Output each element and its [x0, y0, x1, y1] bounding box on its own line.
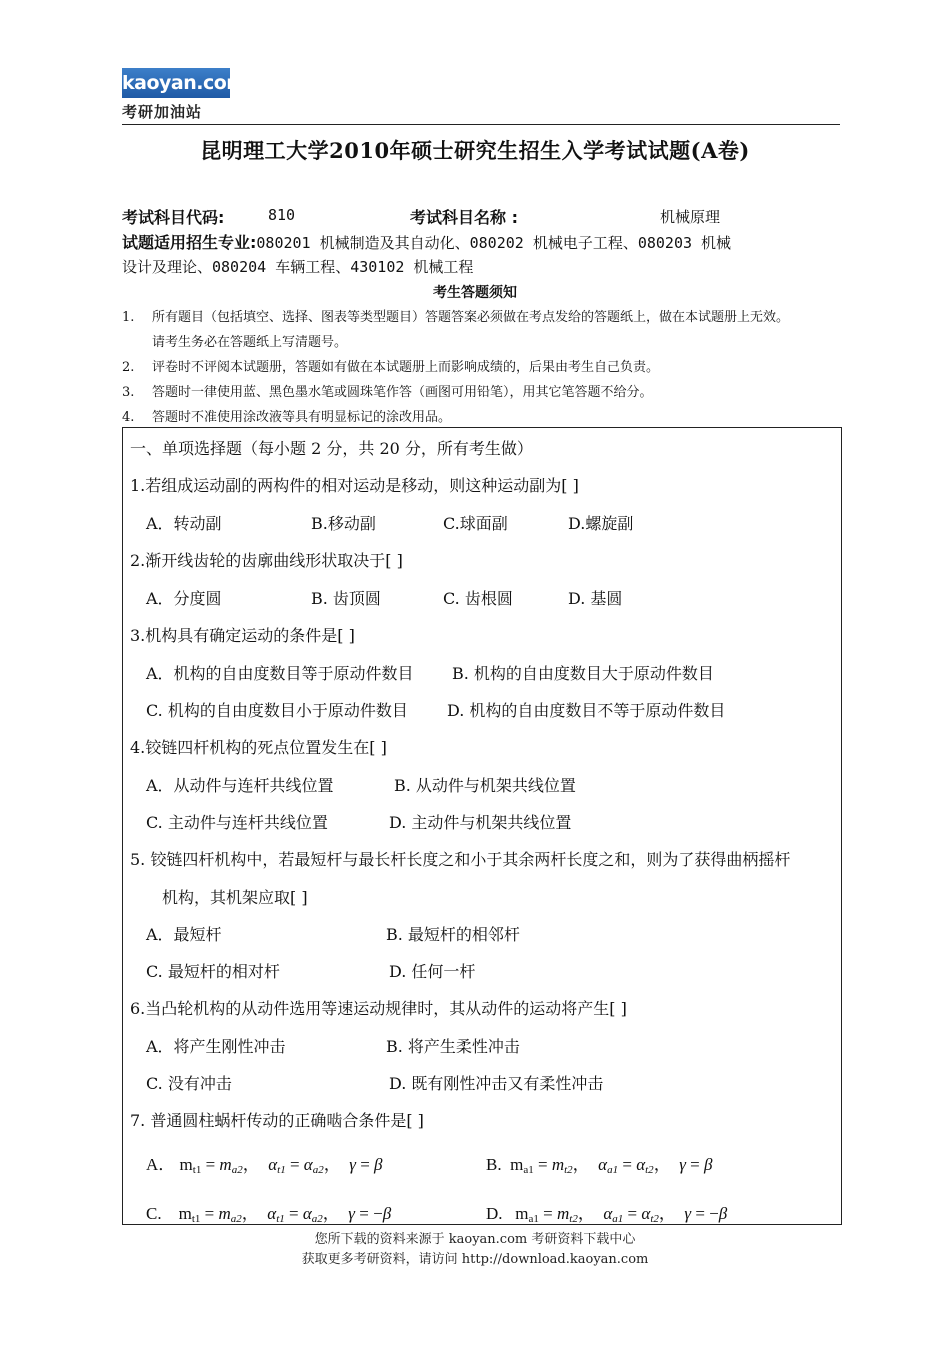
alpha: α [636, 1155, 646, 1174]
notice-num: 3. [122, 385, 135, 400]
header-divider [122, 124, 840, 125]
q2-option-a: A．分度圆 [146, 589, 222, 608]
footer-line-1: 您所下载的资料来源于 kaoyan.com 考研资料下载中心 [314, 1232, 636, 1247]
sep: ， [577, 1204, 595, 1223]
q7-option-b [486, 1150, 712, 1176]
q3-option-d: D. 机构的自由度数目不等于原动件数目 [447, 701, 726, 720]
sub: a1 [612, 1213, 624, 1225]
notice-num: 2. [122, 360, 135, 375]
gamma: γ [349, 1155, 356, 1174]
eq: = [537, 1155, 548, 1174]
eq: = [289, 1155, 300, 1174]
eq: = [289, 1204, 299, 1223]
majors-line-2: 设计及理论、080204 车辆工程、430102 机械工程 [122, 258, 474, 276]
q6-stem: 6.当凸轮机构的从动件选用等速运动规律时，其从动件的运动将产生[ ] [130, 999, 627, 1018]
notice-item-3 [122, 381, 653, 400]
notice-item-4 [122, 406, 451, 425]
eq: = [359, 1204, 369, 1223]
beta: β [374, 1155, 383, 1174]
sub: t1 [277, 1164, 286, 1176]
sep: ， [658, 1204, 676, 1223]
sub: a1 [607, 1164, 619, 1176]
majors-line-1 [122, 230, 731, 253]
notice-text: 答题时一律使用蓝、黑色墨水笔或圆珠笔作答（画图可用铅笔），用其它笔答题不给分。 [152, 385, 653, 400]
sub: t1 [192, 1164, 202, 1176]
majors-text-1: 080201 机械制造及其自动化、080202 机械电子工程、080203 机械 [256, 234, 732, 252]
logo-brand: kaoyan.com [122, 68, 230, 98]
eq: = [204, 1204, 215, 1223]
q1-stem: 1.若组成运动副的两构件的相对运动是移动，则这种运动副为[ ] [130, 476, 579, 495]
eq: = [622, 1155, 632, 1174]
q2-option-d: D. 基圆 [568, 589, 623, 608]
exam-code: 810 [268, 206, 296, 224]
eq: = [360, 1155, 370, 1174]
q4-stem: 4.铰链四杆机构的死点位置发生在[ ] [130, 738, 387, 757]
beta: β [382, 1204, 392, 1223]
q4-option-d: D. 主动件与机架共线位置 [389, 813, 572, 832]
m: m [510, 1155, 524, 1174]
eq: = [627, 1204, 638, 1223]
q4-option-c: C. 主动件与连杆共线位置 [146, 813, 328, 832]
m: m [179, 1155, 193, 1174]
notice-num: 4. [122, 410, 135, 425]
notice-item-1 [122, 306, 789, 325]
q1-option-c: C.球面副 [443, 514, 508, 533]
beta: β [703, 1155, 713, 1174]
sub: a2 [230, 1213, 242, 1225]
gamma: γ [679, 1155, 686, 1174]
sub: t1 [191, 1213, 201, 1225]
q7-option-d [486, 1199, 727, 1225]
q7-option-a [146, 1150, 383, 1176]
q5-option-c: C. 最短杆的相对杆 [146, 962, 280, 981]
eq: = [690, 1155, 700, 1174]
sub: t1 [276, 1213, 285, 1225]
sub: t2 [645, 1164, 654, 1176]
q3-option-a: A．机构的自由度数目等于原动件数目 [146, 664, 414, 683]
gamma: γ [684, 1204, 692, 1223]
footer-line-2: 获取更多考研资料，请访问 http://download.kaoyan.com [301, 1252, 649, 1267]
q1-option-d: D.螺旋副 [568, 514, 634, 533]
gamma: γ [348, 1204, 355, 1223]
kaoyan-logo [122, 68, 246, 121]
logo-tagline: 考研加油站 [122, 103, 203, 121]
q6-option-b: B. 将产生柔性冲击 [386, 1037, 520, 1056]
m: m [178, 1204, 192, 1223]
minus: − [709, 1204, 719, 1223]
alpha: α [641, 1204, 651, 1223]
m: m [551, 1155, 565, 1174]
alpha: α [598, 1155, 608, 1174]
exam-code-label: 考试科目代码: [122, 208, 225, 227]
sub: a2 [311, 1213, 323, 1225]
sep: ， [323, 1155, 341, 1174]
sub: a1 [523, 1164, 534, 1176]
q6-option-a: A．将产生刚性冲击 [146, 1037, 286, 1056]
sub: t2 [569, 1213, 578, 1225]
section-heading: 一、单项选择题（每小题 2 分，共 20 分，所有考生做） [130, 439, 533, 458]
q3-stem: 3.机构具有确定运动的条件是[ ] [130, 626, 355, 645]
sep: ， [241, 1204, 259, 1223]
notice-title: 考生答题须知 [433, 285, 517, 301]
opt-label: B. [486, 1155, 502, 1174]
majors-label: 试题适用招生专业: [122, 233, 257, 252]
q7-option-c [146, 1199, 391, 1225]
eq: = [205, 1155, 216, 1174]
notice-text: 答题时不准使用涂改液等具有明显标记的涂改用品。 [152, 410, 452, 425]
q2-option-b: B. 齿顶圆 [311, 589, 381, 608]
q7-stem: 7. 普通圆柱蜗杆传动的正确啮合条件是[ ] [130, 1111, 424, 1130]
notice-text: 评卷时不评阅本试题册，答题如有做在本试题册上而影响成绩的，后果由考生自己负责。 [152, 360, 660, 375]
q3-option-b: B. 机构的自由度数目大于原动件数目 [452, 664, 714, 683]
q5-stem-1: 5. 铰链四杆机构中，若最短杆与最长杆长度之和小于其余两杆长度之和，则为了获得曲柄摇杆 [130, 850, 791, 869]
sep: ， [322, 1204, 340, 1223]
beta: β [718, 1204, 728, 1223]
notice-item-2 [122, 356, 659, 375]
sub: a2 [312, 1164, 324, 1176]
sep: ， [242, 1155, 260, 1174]
m: m [219, 1155, 232, 1174]
minus: − [373, 1204, 383, 1223]
q3-option-c: C. 机构的自由度数目小于原动件数目 [146, 701, 408, 720]
sub: a2 [231, 1164, 243, 1176]
exam-name-label: 考试科目名称 : [410, 208, 518, 227]
opt-label: D. [486, 1204, 503, 1223]
m: m [515, 1204, 529, 1223]
q2-stem: 2.渐开线齿轮的齿廓曲线形状取决于[ ] [130, 551, 403, 570]
q6-option-c: C. 没有冲击 [146, 1074, 232, 1093]
alpha: α [267, 1204, 277, 1223]
q5-stem-2: 机构，其机架应取[ ] [162, 888, 308, 907]
eq: = [695, 1204, 705, 1223]
m: m [557, 1204, 570, 1223]
q5-option-d: D. 任何一杆 [389, 962, 476, 981]
alpha: α [603, 1204, 613, 1223]
exam-name: 机械原理 [660, 208, 721, 226]
alpha: α [302, 1204, 312, 1223]
sub: a1 [528, 1213, 539, 1225]
q1-option-b: B.移动副 [311, 514, 376, 533]
opt-label: C. [146, 1204, 162, 1223]
alpha: α [268, 1155, 278, 1174]
page-title: 昆明理工大学2010年硕士研究生招生入学考试试题(A卷) [200, 138, 750, 163]
q2-option-c: C. 齿根圆 [443, 589, 513, 608]
q4-option-a: A．从动件与连杆共线位置 [146, 776, 334, 795]
eq: = [543, 1204, 553, 1223]
alpha: α [303, 1155, 313, 1174]
notice-num: 1. [122, 310, 135, 325]
q4-option-b: B. 从动件与机架共线位置 [394, 776, 576, 795]
sub: t2 [650, 1213, 659, 1225]
opt-label: A． [146, 1155, 176, 1174]
m: m [218, 1204, 231, 1223]
notice-item-1-cont: 请考生务必在答题纸上写清题号。 [152, 335, 348, 350]
notice-text: 所有题目（包括填空、选择、图表等类型题目）答题答案必须做在考点发给的答题纸上，做在本试题册上无效。 [152, 310, 790, 325]
sep: ， [572, 1155, 590, 1174]
q6-option-d: D. 既有刚性冲击又有柔性冲击 [389, 1074, 604, 1093]
q1-option-a: A．转动副 [146, 514, 222, 533]
q5-option-b: B. 最短杆的相邻杆 [386, 925, 520, 944]
q5-option-a: A．最短杆 [146, 925, 222, 944]
sub: t2 [564, 1164, 573, 1176]
sep: ， [653, 1155, 671, 1174]
